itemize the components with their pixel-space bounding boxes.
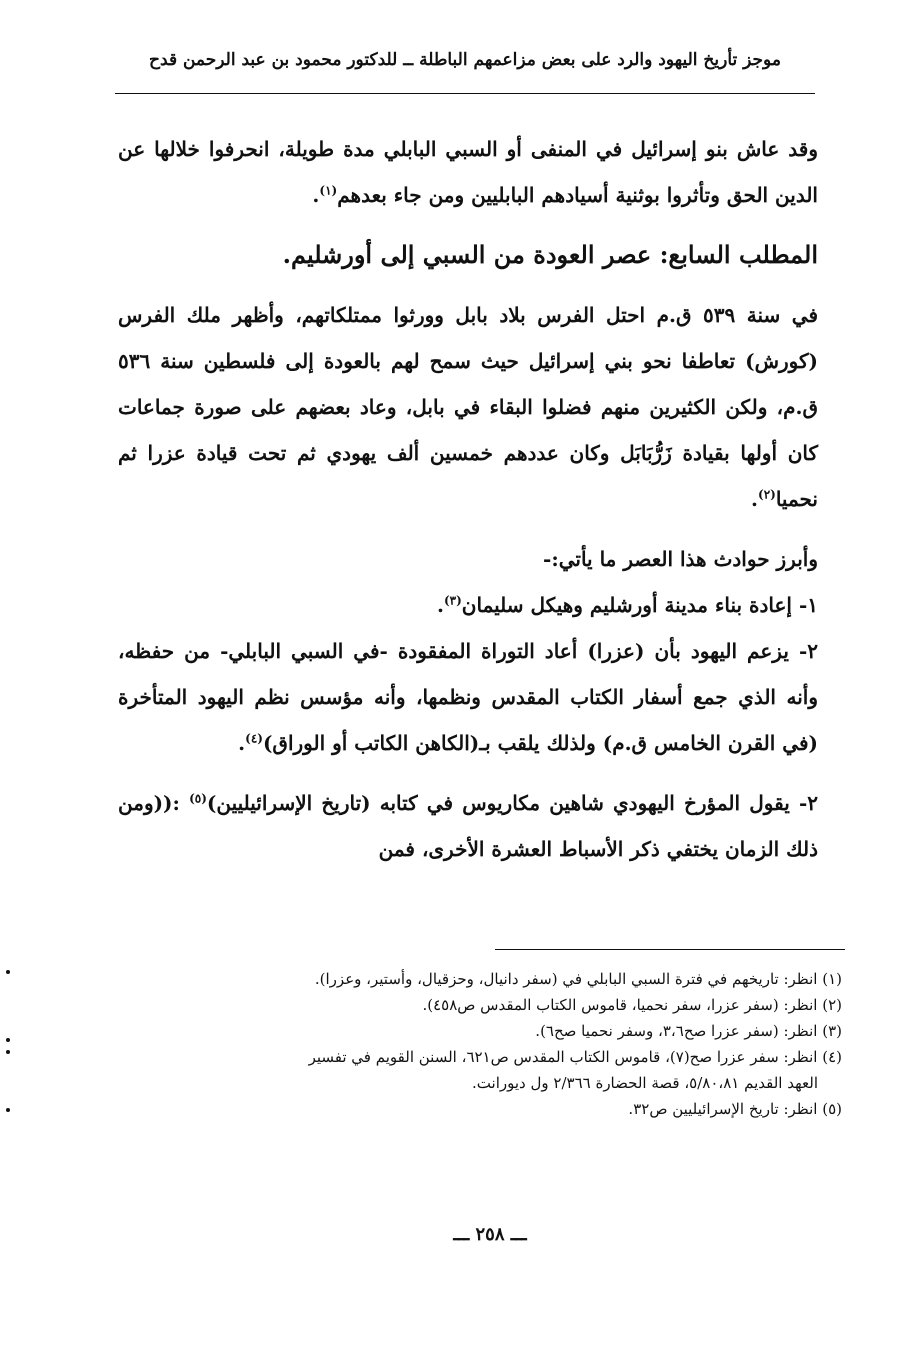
list-item-1: ١- إعادة بناء مدينة أورشليم وهيكل سليمان$^{(٣)}$. xyxy=(436,593,818,617)
paragraph-1: وقد عاش بنو إسرائيل في المنفى أو السبي البابلي مدة طويلة، انحرفوا خلالها عن الدين الحق وتأثروا بوثنية أسيادهم البابليين ومن جاء بعدهم$^{(١)}$. xyxy=(118,137,818,207)
section-heading: المطلب السابع: عصر العودة من السبي إلى أورشليم. xyxy=(282,240,818,269)
page-number: ـــ ٢٥٨ ـــ xyxy=(453,1224,527,1245)
scan-speck xyxy=(6,1038,10,1042)
footnotes xyxy=(118,966,842,1122)
footnote-ref-2[interactable]: (٢) xyxy=(758,487,776,502)
paragraph-2: في سنة ٥٣٩ ق.م احتل الفرس بلاد بابل وورثوا ممتلكاتهم، وأظهر ملك الفرس (كورش) تعاطفا نحو بني إسرائيل حيث سمح لهم بالعودة إلى فلسطين سنة ٥٣٦ ق.م، ولكن الكثيرين منهم فضلوا البقاء في بابل، وعاد بعضهم على صورة جماعات كان أولها بقيادة زَرُّبَابَل وكان عددهم خمسين ألف يهودي ثم تحت قيادة عزرا ثم نحميا$^{(٢)}$. xyxy=(118,303,818,511)
footnote-ref-3[interactable]: (٣) xyxy=(443,593,462,608)
list-item-3-text-a: ٢- يقول المؤرخ اليهودي شاهين مكاريوس في كتابه (تاريخ الإسرائيليين) xyxy=(206,791,818,815)
main-text xyxy=(118,126,818,872)
running-header: موجز تأريخ اليهود والرد على بعض مزاعمهم الباطلة ــ للدكتور محمود بن عبد الرحمن قدح xyxy=(149,50,781,70)
header-divider xyxy=(115,93,815,94)
paragraph-2-text: في سنة ٥٣٩ ق.م احتل الفرس بلاد بابل وورثوا ممتلكاتهم، وأظهر ملك الفرس (كورش) تعاطفا نحو بني إسرائيل حيث سمح لهم بالعودة إلى فلسطين سنة ٥٣٦ ق.م، ولكن الكثيرين منهم فضلوا البقاء في بابل، وعاد بعضهم على صورة جماعات كان أولها بقيادة زَرُّبَابَل وكان عددهم خمسين ألف يهودي ثم تحت قيادة عزرا ثم نحميا xyxy=(118,303,818,511)
list-item-2-text: ٢- يزعم اليهود بأن (عزرا) أعاد التوراة المفقودة -في السبي البابلي- من حفظه، وأنه الذي جمع أسفار الكتاب المقدس ونظمها، وأنه مؤسس نظم اليهود المتأخرة (في القرن الخامس ق.م) ولذلك يلقب بـ(الكاهن الكاتب أو الوراق) xyxy=(118,639,818,755)
footnote-3: (٣) انظر: (سفر عزرا صح٣،٦، وسفر نحميا صح٦). xyxy=(535,1022,842,1040)
list-item-2: ٢- يزعم اليهود بأن (عزرا) أعاد التوراة المفقودة -في السبي البابلي- من حفظه، وأنه الذي جمع أسفار الكتاب المقدس ونظمها، وأنه مؤسس نظم اليهود المتأخرة (في القرن الخامس ق.م) ولذلك يلقب بـ(الكاهن الكاتب أو الوراق)$^{(٤)}$. xyxy=(118,639,818,755)
footnote-5: (٥) انظر: تاريخ الإسرائيليين ص٣٢. xyxy=(628,1100,842,1118)
list-item-3-text-b: :((ومن ذلك الزمان يختفي ذكر الأسباط العشرة الأخرى، فمن xyxy=(118,791,818,861)
paragraph-3: وأبرز حوادث هذا العصر ما يأتي:- xyxy=(543,547,818,571)
footnote-divider xyxy=(495,949,845,950)
list-item-1-text: ١- إعادة بناء مدينة أورشليم وهيكل سليمان xyxy=(461,593,818,617)
footnote-4: (٤) انظر: سفر عزرا صح(٧)، قاموس الكتاب المقدس ص٦٢١، السنن القويم في تفسير xyxy=(308,1048,842,1066)
list-item-3 xyxy=(118,780,818,872)
footnote-2: (٢) انظر: (سفر عزرا، سفر نحميا، قاموس الكتاب المقدس ص٤٥٨). xyxy=(422,996,842,1014)
footnote-ref-1[interactable]: (١) xyxy=(319,183,338,198)
footnote-ref-4[interactable]: (٤) xyxy=(245,731,263,746)
footnote-4-continued: العهد القديم ٥/٨٠،٨١، قصة الحضارة ٢/٣٦٦ ول ديورانت. xyxy=(472,1074,818,1092)
scan-speck xyxy=(6,970,10,974)
paragraph-1-text: وقد عاش بنو إسرائيل في المنفى أو السبي البابلي مدة طويلة، انحرفوا خلالها عن الدين الحق وتأثروا بوثنية أسيادهم البابليين ومن جاء بعدهم xyxy=(118,137,818,207)
scan-speck xyxy=(6,1108,10,1112)
footnote-1: (١) انظر: تاريخهم في فترة السبي البابلي في (سفر دانيال، وحزقيال، وأستير، وعزرا). xyxy=(314,970,842,988)
footnote-ref-5[interactable]: (٥) xyxy=(189,791,207,806)
scan-speck xyxy=(6,1050,10,1054)
